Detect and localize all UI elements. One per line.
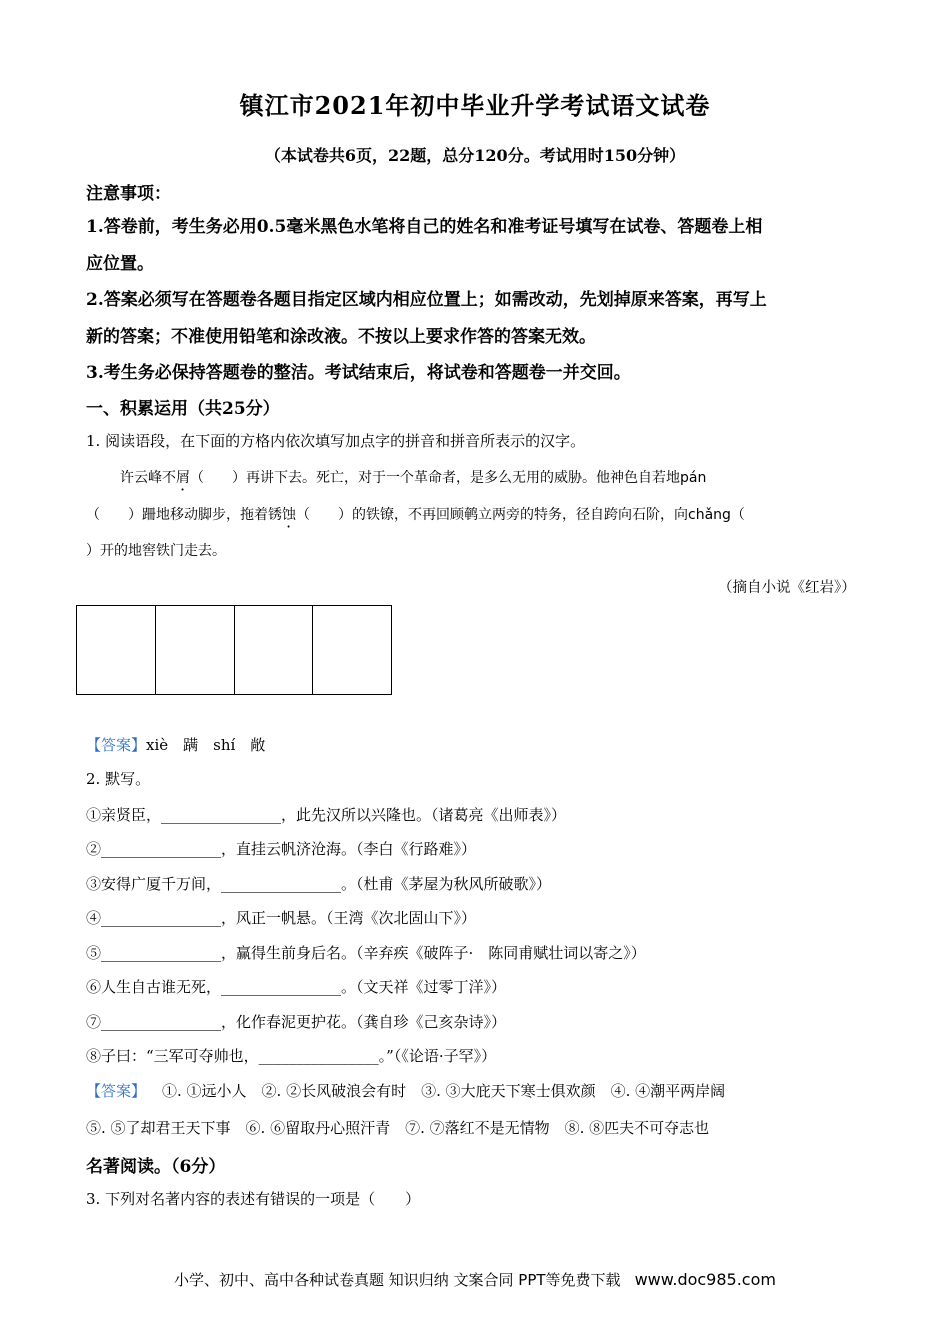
notice-item-1-line-2: 应位置。 — [86, 254, 154, 274]
answer-grid — [76, 605, 392, 695]
passage-text: （ ）跚地移动脚步，拖着锈 — [86, 507, 282, 523]
answer-tag: 【答案】 — [86, 736, 147, 754]
notice-item-2-line-2: 新的答案；不准使用铅笔和涂改液。不按以上要求作答的答案无效。 — [86, 327, 596, 347]
q1-stem: 1. 阅读语段，在下面的方格内依次填写加点字的拼音和拼音所表示的汉字。 — [86, 432, 586, 450]
q1-source: （摘自小说《红岩》） — [718, 580, 856, 596]
q1-passage-line-2 — [86, 504, 745, 531]
footer — [0, 1269, 950, 1290]
answer-cell[interactable] — [313, 606, 391, 694]
q2-answer-line-2: ⑤. ⑤了却君王天下事 ⑥. ⑥留取丹心照汗青 ⑦. ⑦落红不是无情物 ⑧. ⑧匹夫不可夺志也 — [86, 1119, 710, 1137]
answer-cell[interactable] — [235, 606, 314, 694]
q1-passage-line-1 — [120, 467, 706, 494]
q2-line-8: ⑧子曰：“三军可夺帅也，________________。”（《论语·子罕》） — [86, 1047, 497, 1065]
passage-text: （ ）的铁镣，不再回顾鹌立两旁的特务，径自跨向石阶，向chǎng（ — [296, 507, 745, 523]
answer-cell[interactable] — [77, 606, 156, 694]
passage-text: 许云峰不 — [120, 470, 176, 486]
notice-item-2-line-1: 2.答案必须写在答题卷各题目指定区域内相应位置上；如需改动，先划掉原来答案，再写上 — [86, 290, 767, 310]
dotted-character: 屑 — [176, 470, 190, 486]
answer-text: xiè 蹒 shí 敞 — [146, 736, 266, 754]
q2-line-3: ③安得广厦千万间，________________。（杜甫《茅屋为秋风所破歌》） — [86, 875, 552, 893]
passage-text: （ ）再讲下去。死亡，对于一个革命者，是多么无用的威胁。他神色自若地pán — [190, 470, 707, 486]
notice-heading: 注意事项： — [86, 184, 171, 204]
exam-title: 镇江市2021年初中毕业升学考试语文试卷 — [239, 91, 711, 120]
q2-stem: 2. 默写。 — [86, 770, 151, 788]
q1-passage-line-3: ）开的地窖铁门走去。 — [86, 543, 226, 559]
classics-heading: 名著阅读。（6分） — [86, 1157, 226, 1177]
q2-line-7: ⑦________________，化作春泥更护花。（龚自珍《己亥杂诗》） — [86, 1013, 507, 1031]
answer-tag: 【答案】 — [86, 1082, 147, 1100]
q1-answer — [86, 734, 265, 755]
q2-answer-line-1 — [86, 1080, 725, 1101]
dotted-character: 蚀 — [282, 507, 296, 523]
notice-item-3: 3.考生务必保持答题卷的整洁。考试结束后，将试卷和答题卷一并交回。 — [86, 363, 631, 383]
footer-url[interactable]: www.doc985.com — [634, 1270, 776, 1289]
q2-line-4: ④________________，风正一帆悬。（王湾《次北固山下》） — [86, 909, 477, 927]
exam-subtitle: （本试卷共6页，22题，总分120分。考试用时150分钟） — [264, 146, 686, 165]
notice-item-1-line-1: 1.答卷前，考生务必用0.5毫米黑色水笔将自己的姓名和准考证号填写在试卷、答题卷上相 — [86, 217, 763, 237]
footer-text: 小学、初中、高中各种试卷真题 知识归纳 文案合同 PPT等免费下载 — [174, 1271, 621, 1289]
q3-stem: 3. 下列对名著内容的表述有错误的一项是（ ） — [86, 1190, 421, 1208]
section-1-heading: 一、积累运用（共25分） — [86, 399, 280, 419]
answer-text: ①. ①远小人 ②. ②长风破浪会有时 ③. ③大庇天下寒士俱欢颜 ④. ④潮平两岸阔 — [162, 1082, 726, 1100]
answer-cell[interactable] — [156, 606, 235, 694]
q2-line-1: ①亲贤臣，________________，此先汉所以兴隆也。（诸葛亮《出师表》） — [86, 806, 567, 824]
q2-line-5: ⑤________________，赢得生前身后名。（辛弃疾《破阵子· 陈同甫赋壮词以寄之》） — [86, 944, 646, 962]
q2-line-2: ②________________，直挂云帆济沧海。（李白《行路难》） — [86, 840, 477, 858]
q2-line-6: ⑥人生自古谁无死，________________。（文天祥《过零丁洋》） — [86, 978, 507, 996]
